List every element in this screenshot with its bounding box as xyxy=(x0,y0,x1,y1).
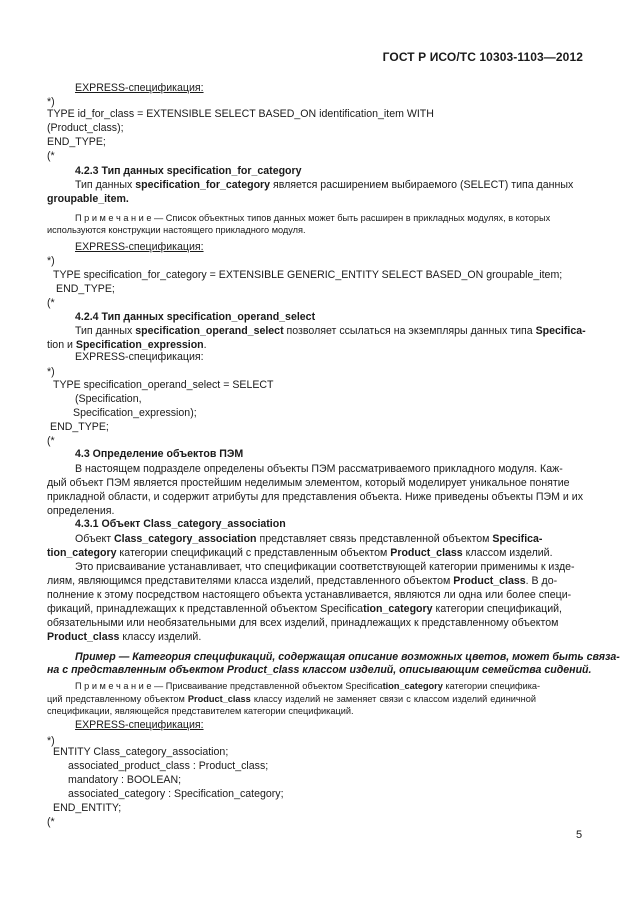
text-line: (* xyxy=(47,816,55,828)
text-line: EXPRESS-спецификация: xyxy=(75,719,204,731)
text-line: Тип данных specification_operand_select позволяет ссылаться на экземпляры данных типа Specifica- xyxy=(75,325,586,337)
text-line: *) xyxy=(47,735,55,747)
text-line: END_TYPE; xyxy=(56,283,115,295)
text-line: (* xyxy=(47,150,55,162)
text-line: обязательными или необязательными для всех изделий, принадлежащих к представленному объектом xyxy=(47,617,559,629)
text-line: дый объект ПЭМ является простейшим неделимым элементом, который моделирует уникальное понятие xyxy=(47,477,570,489)
text-line: ENTITY Class_category_association; xyxy=(53,746,229,758)
text-line: associated_category : Specification_category; xyxy=(68,788,284,800)
text-line: Объект Class_category_association представляет связь представленной объектом Specifica- xyxy=(75,533,543,545)
text-line: EXPRESS-спецификация: xyxy=(75,241,204,253)
text-line: 4.2.3 Тип данных specification_for_category xyxy=(75,165,302,177)
text-line: П р и м е ч а н и е — Присваивание представленной объектом Specification_category категории специфика- xyxy=(75,681,541,691)
text-line: Это присваивание устанавливает, что спецификации соответствующей категории применимы к изде- xyxy=(75,561,575,573)
text-line: Тип данных specification_for_category является расширением выбираемого (SELECT) типа данных xyxy=(75,179,574,191)
text-line: *) xyxy=(47,255,55,267)
text-line: фикаций, принадлежащих к представленной объектом Specification_category категории спецификаций, xyxy=(47,603,562,615)
text-line: Specification_expression); xyxy=(73,407,197,419)
text-line: 4.3 Определение объектов ПЭМ xyxy=(75,448,244,460)
text-line: Product_class классу изделий. xyxy=(47,631,202,643)
text-line: groupable_item. xyxy=(47,193,129,205)
text-line: tion_category категории спецификаций с представленным объектом Product_class классом изделий. xyxy=(47,547,553,559)
text-line: *) xyxy=(47,96,55,108)
text-line: EXPRESS-спецификация: xyxy=(75,351,204,363)
page-number: 5 xyxy=(576,829,583,841)
text-line: прикладной области, и содержит атрибуты для представления объекта. Ниже приведены объекты ПЭМ и их xyxy=(47,491,583,503)
text-line: 4.3.1 Объект Class_category_association xyxy=(75,518,286,530)
text-line: П р и м е ч а н и е — Список объектных типов данных может быть расширен в прикладных модулях, в которых xyxy=(75,213,551,223)
text-line: (Product_class); xyxy=(47,122,124,134)
text-line: TYPE specification_for_category = EXTENSIBLE GENERIC_ENTITY SELECT BASED_ON groupable_item; xyxy=(53,269,563,281)
text-line: полнение к этому посредством настоящего объекта устанавливается, являются ли одна или более специ- xyxy=(47,589,572,601)
text-line: (* xyxy=(47,435,55,447)
text-line: используются конструкции настоящего прикладного модуля. xyxy=(47,225,306,235)
text-line: *) xyxy=(47,366,55,378)
text-line: TYPE id_for_class = EXTENSIBLE SELECT BASED_ON identification_item WITH xyxy=(47,108,434,120)
text-line: associated_product_class : Product_class; xyxy=(68,760,269,772)
text-line: ций представленному объектом Product_class классу изделий не заменяет связи с классом изделий единичной xyxy=(47,694,537,704)
text-line: END_TYPE; xyxy=(47,136,106,148)
text-line: Пример — Категория спецификаций, содержащая описание возможных цветов, может быть связа- xyxy=(75,651,620,663)
text-line: tion и Specification_expression. xyxy=(47,339,207,351)
text-line: определения. xyxy=(47,505,115,517)
text-line: лиям, являющимся представителями класса изделий, представленного объектом Product_class. В до- xyxy=(47,575,558,587)
text-line: 4.2.4 Тип данных specification_operand_select xyxy=(75,311,316,323)
text-line: спецификации, являющейся представителем категории спецификаций. xyxy=(47,706,354,716)
document-header: ГОСТ Р ИСО/ТС 10303-1103—2012 xyxy=(382,50,583,64)
text-line: (Specification, xyxy=(75,393,142,405)
text-line: (* xyxy=(47,297,55,309)
text-line: TYPE specification_operand_select = SELECT xyxy=(53,379,274,391)
text-line: В настоящем подразделе определены объекты ПЭМ рассматриваемого прикладного модуля. Каж- xyxy=(75,463,563,475)
text-line: END_ENTITY; xyxy=(53,802,122,814)
text-line: EXPRESS-спецификация: xyxy=(75,82,204,94)
text-line: на с представленным объектом Product_class классом изделий, описывающим семейства сидений. xyxy=(47,664,592,676)
text-line: mandatory : BOOLEAN; xyxy=(68,774,182,786)
text-line: END_TYPE; xyxy=(50,421,109,433)
